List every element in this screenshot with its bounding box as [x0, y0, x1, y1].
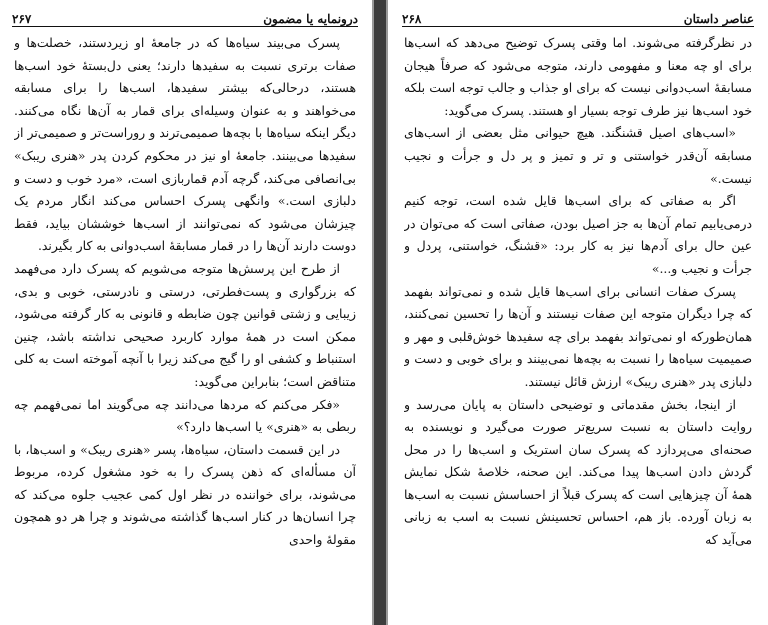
spine-edge-left: [372, 0, 374, 625]
paragraph: پسرک می‌بیند سیاه‌ها که در جامعهٔ او زیردستند، خصلت‌ها و صفات برتری نسبت به سفیدها دارند؛ یعنی دل‌بستهٔ خود اسب‌ها هستند، درحالی‌که بیشتر سفیدها، اسب‌ها را برای مسابقه می‌خواهند و به عنوان وسیله‌ای برای قمار به آن‌ها نگاه می‌کنند. دیگر اینکه سیاه‌ها با بچه‌ها صمیمی‌ترند و روراست‌تر و صمیمی‌تر از سفیدها می‌بینند. جامعهٔ او نیز در محکوم کردن پدر «هنری ریبک» بی‌انصافی می‌کند، گرچه آدم قماربازی است، «مرد خوب و دست و دلبازی است.» وانگهی پسرک احساس می‌کند انگار مردم یک چیزشان می‌شود که نمی‌توانند از اسب‌ها خوششان بیاید، فقط دوست دارند آن‌ها را در قمار مسابقهٔ اسب‌دوانی به کار بگیرند.: [14, 35, 356, 254]
right-page-number: ۲۶۸: [402, 12, 422, 26]
quote-paragraph: «اسب‌های اصیل قشنگند. هیچ حیوانی مثل بعضی از اسب‌های مسابقه آن‌قدر خواستنی و تر و تمیز و پر دل و جرأت و نجیب نیست.»: [404, 125, 752, 186]
paragraph: در این قسمت داستان، سیاه‌ها، پسر «هنری ریبک» و اسب‌ها، با آن مسأله‌ای که ذهن پسرک را به خود مشغول کرده، مربوط می‌شوند، برای خواننده در نظر اول کمی عجیب جلوه می‌کند که چرا انسان‌ها در کنار اسب‌ها گذاشته می‌شوند و چرا هر دو همچون مقولهٔ واحدی: [14, 441, 356, 548]
left-running-title: درونمایه یا مضمون: [263, 12, 358, 26]
left-page-number: ۲۶۷: [12, 12, 32, 26]
quote-paragraph: «فکر می‌کنم که مردها می‌دانند چه می‌گویند اما نمی‌فهمم چه ربطی به «هنری» یا اسب‌ها دارد؟»: [14, 396, 356, 435]
paragraph: پسرک صفات انسانی برای اسب‌ها قایل شده و نمی‌تواند بفهمد که چرا دیگران متوجه این صفات نیستند و آن‌ها را تحسین نمی‌کنند، همان‌طورکه او نمی‌تواند بفهمد برای چه سفیدها خوش‌قلبی و مهر و صمیمیت سیاه‌ها را نسبت به بچه‌ها نمی‌بینند و برای خوبی و دست و دلبازی پدر «هنری ریبک» ارزش قائل نیستند.: [404, 283, 752, 389]
left-page: [0, 0, 372, 625]
right-running-title: عناصر داستان: [683, 12, 754, 26]
right-page-body: [404, 32, 752, 619]
right-page: [388, 0, 768, 625]
right-page-header: [402, 8, 754, 27]
paragraph: از اینجا، بخش مقدماتی و توضیحی داستان به پایان می‌رسد و روایت داستان به نسبت سریع‌تر صورت می‌گیرد و نویسنده به صحنه‌ای می‌پردازد که پسرک سان استریک و اسب‌ها را در محل گردش دادن اسب‌ها پیدا می‌کند. این صحنه، خلاصهٔ شکل نمایش همهٔ آن چیزهایی است که پسرک قبلاً از احساسش نسبت به اسب‌ها به زبان آورده. باز هم، احساس تحسینش نسبت به اسب به زبانی می‌آید که: [404, 396, 752, 548]
paragraph: اگر به صفاتی که برای اسب‌ها قایل شده است، توجه کنیم درمی‌یابیم تمام آن‌ها به جز اصیل بودن، صفاتی است که می‌توان در عین حال برای آدم‌ها نیز به کار برد: «قشنگ، خواستنی، پردل و جرأت و نجیب و...»: [404, 193, 752, 276]
left-page-header: [12, 8, 358, 27]
paragraph-continued: در نظرگرفته می‌شوند. اما وقتی پسرک توضیح می‌دهد که اسب‌ها برای او چه معنا و مفهومی دارند، متوجه می‌شود که صرفاً هیجان مسابقهٔ اسب‌دوانی نیست که برای او جذاب و جالب توجه است بلکه خود اسب‌ها نیز طرف توجه بسیار او هستند. پسرک می‌گوید:: [404, 35, 752, 118]
paragraph: از طرح این پرسش‌ها متوجه می‌شویم که پسرک دارد می‌فهمد که بزرگواری و پست‌فطرتی، درستی و نادرستی، خوبی و بدی، زیبایی و زشتی قوانین چون ضابطه و قانونی به کار گرفته می‌شود، ممکن است در همهٔ موارد کاربرد صحیحی نداشته باشد، چنین استنباط و کشفی او را گیج می‌کند زیرا با آنچه آموخته است به کلی متناقض است؛ بنابراین می‌گوید:: [14, 260, 356, 389]
left-page-body: [14, 32, 356, 619]
book-spine: [372, 0, 388, 625]
